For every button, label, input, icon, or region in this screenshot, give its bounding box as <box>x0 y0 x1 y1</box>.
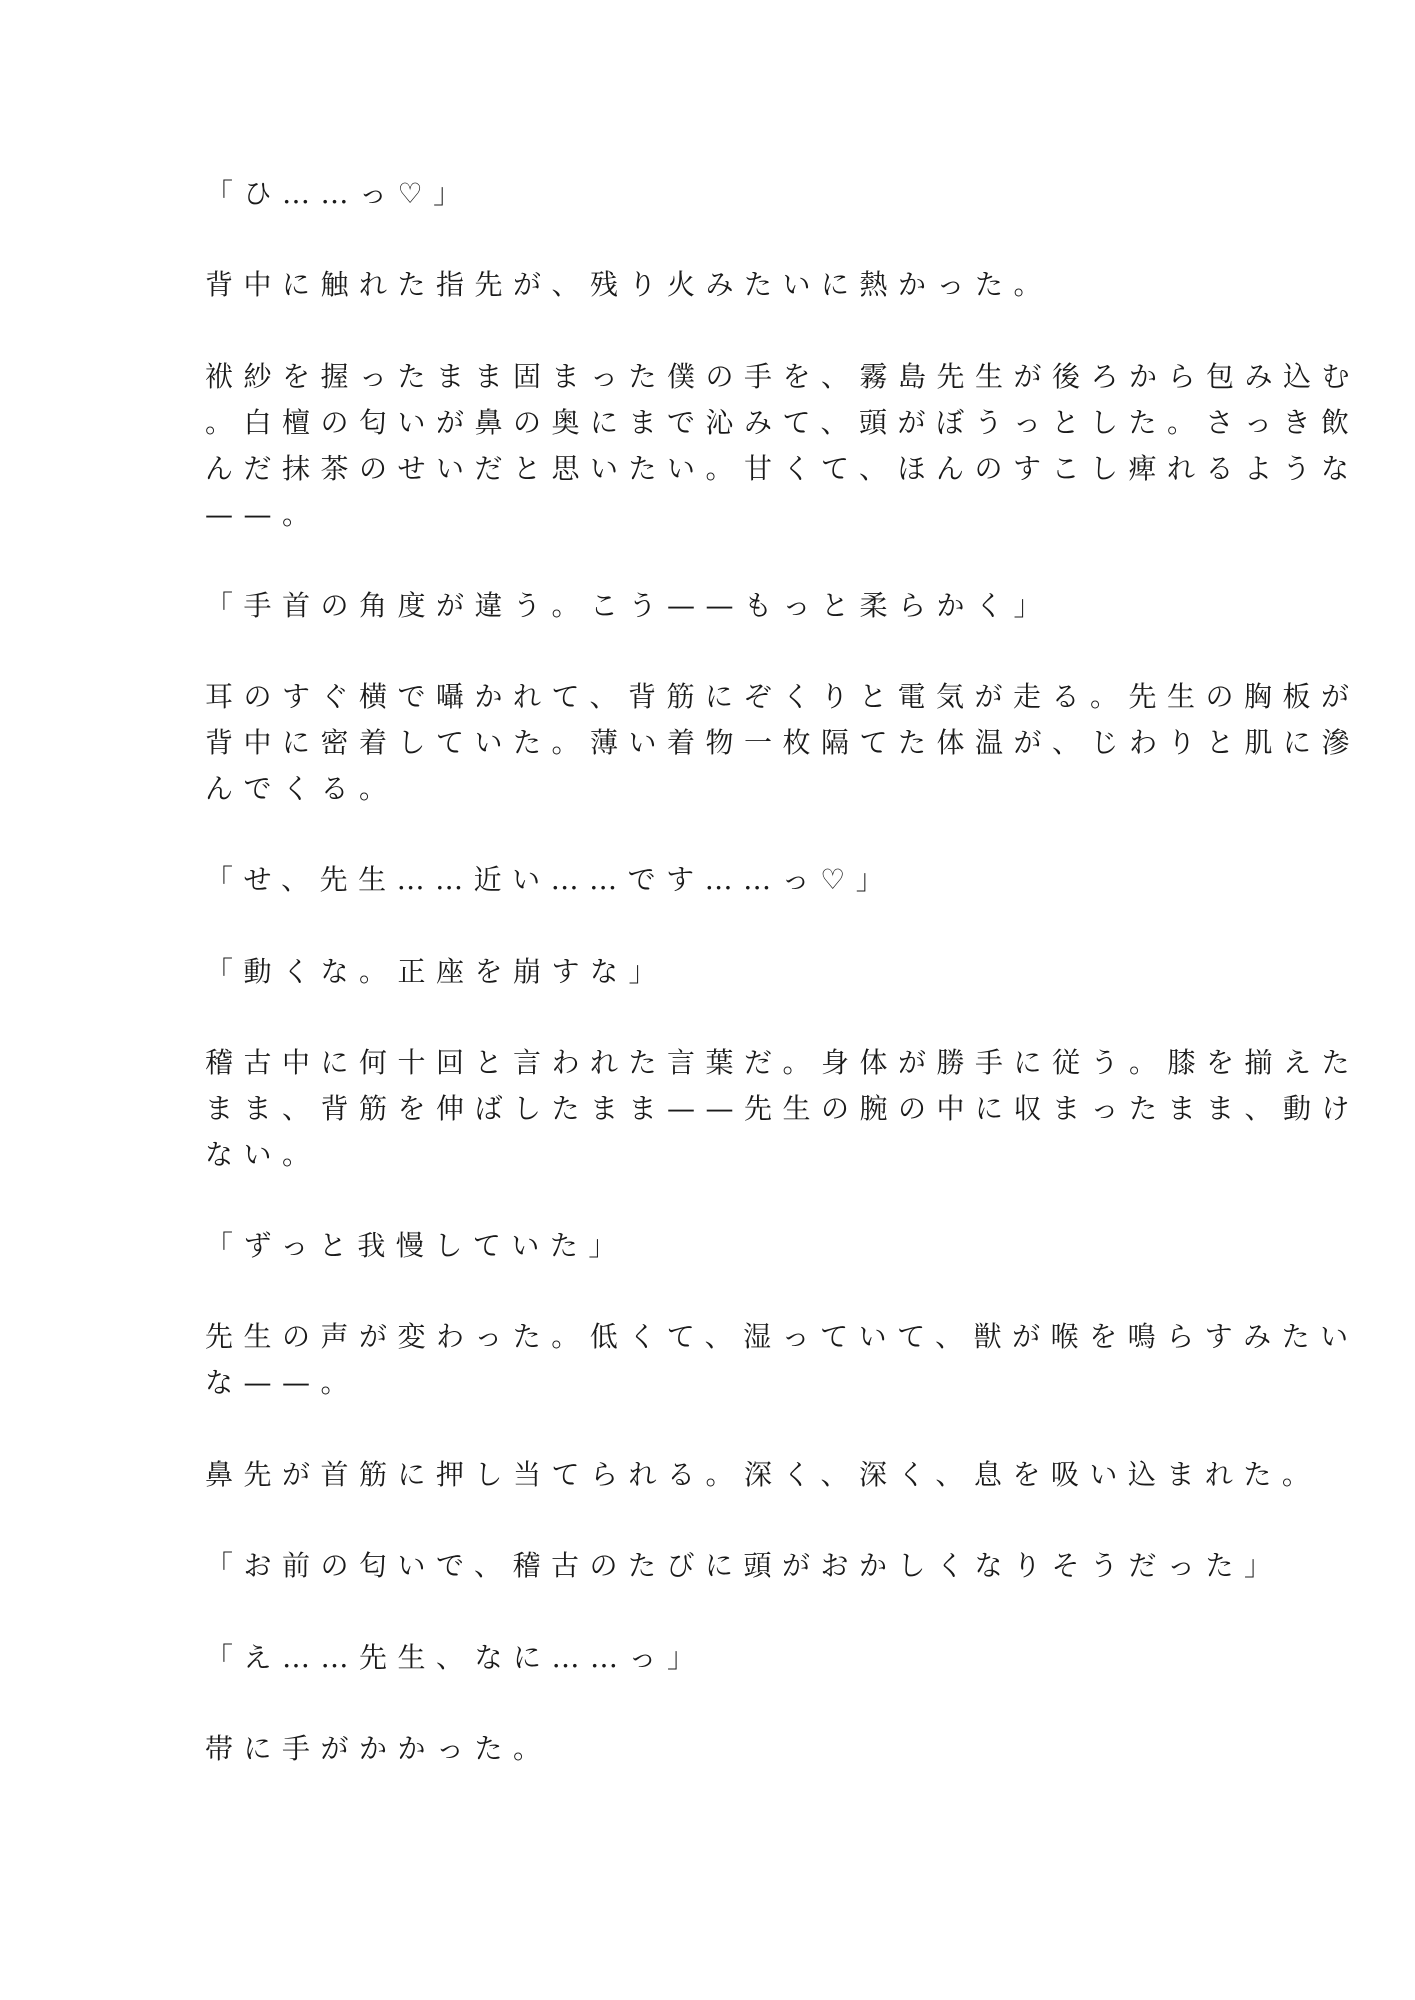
text-line: んでくる。 <box>205 772 398 805</box>
paragraph-dialogue <box>205 1635 1215 1681</box>
text-line: ない。 <box>205 1138 321 1171</box>
text-line: 稽古中に何十回と言われた言葉だ。身体が勝手に従う。膝を揃えた <box>205 1046 1361 1079</box>
paragraph-dialogue <box>205 1543 1283 1589</box>
text-line: 鼻先が首筋に押し当てられる。深く、深く、息を吸い込まれた。 <box>205 1458 1321 1491</box>
paragraph-dialogue <box>205 949 1215 995</box>
text-line: 耳のすぐ横で囁かれて、背筋にぞくりと電気が走る。先生の胸板が <box>205 680 1360 713</box>
paragraph-dialogue <box>205 583 1215 629</box>
paragraph-dialogue <box>205 1223 1215 1269</box>
text-line: 背中に触れた指先が、残り火みたいに熱かった。 <box>205 268 1053 301</box>
text-line: 背中に密着していた。薄い着物一枚隔てた体温が、じわりと肌に滲 <box>205 726 1361 759</box>
paragraph-narration <box>205 1452 1321 1498</box>
text-line: 袱紗を握ったまま固まった僕の手を、霧島先生が後ろから包み込む <box>205 360 1361 393</box>
text-line: 「手首の角度が違う。こう——もっと柔らかく」 <box>205 589 1053 622</box>
paragraph-dialogue <box>205 857 1215 903</box>
text-line: な——。 <box>205 1366 360 1399</box>
text-line: んだ抹茶のせいだと思いたい。甘くて、ほんのすこし痺れるような <box>205 452 1360 485</box>
paragraph-narration <box>205 262 1215 308</box>
paragraph-narration <box>205 1726 1215 1772</box>
text-line: 「ずっと我慢していた」 <box>205 1229 627 1262</box>
text-line: 帯に手がかかった。 <box>205 1732 552 1765</box>
text-line: 先生の声が変わった。低くて、湿っていて、獣が喉を鳴らすみたい <box>205 1320 1359 1353</box>
text-line: 「ひ……っ♡」 <box>205 177 472 210</box>
text-line: 「せ、先生……近い……です……っ♡」 <box>205 863 895 896</box>
text-line: まま、背筋を伸ばしたまま——先生の腕の中に収まったまま、動け <box>205 1092 1361 1125</box>
text-line: 。白檀の匂いが鼻の奥にまで沁みて、頭がぼうっとした。さっき飲 <box>205 406 1360 439</box>
paragraph-narration <box>205 674 1361 812</box>
paragraph-dialogue <box>205 171 1215 217</box>
text-line: ——。 <box>205 498 321 531</box>
paragraph-narration <box>205 354 1361 538</box>
text-line: 「え……先生、なに……っ」 <box>205 1641 706 1674</box>
paragraph-narration <box>205 1040 1361 1178</box>
text-line: 「動くな。正座を崩すな」 <box>205 955 668 988</box>
text-line: 「お前の匂いで、稽古のたびに頭がおかしくなりそうだった」 <box>205 1549 1283 1582</box>
paragraph-narration <box>205 1314 1359 1406</box>
